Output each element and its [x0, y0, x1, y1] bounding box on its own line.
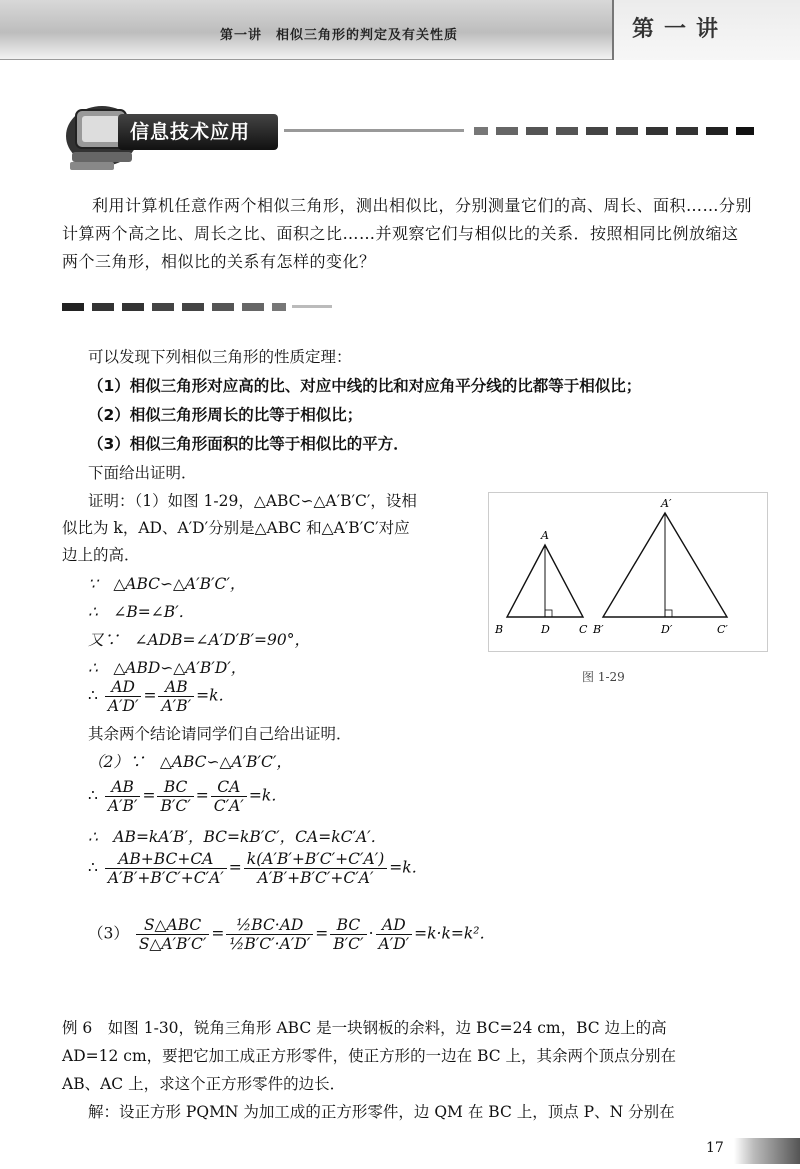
proof-2-line-1: （2）∵ △ABC∽△A′B′C′，	[88, 753, 292, 771]
label-b: B	[495, 623, 504, 636]
proof-intro: 下面给出证明．	[88, 464, 197, 482]
proof-step-3: 又∵ ∠ADB=∠A′D′B′=90°，	[88, 631, 311, 649]
proof-step-2: ∴ ∠B=∠B′．	[88, 603, 195, 621]
label-a-prime: A′	[661, 497, 672, 510]
label-c: C	[579, 623, 588, 636]
proof-line-3: 边上的高．	[62, 546, 140, 564]
example-line-3: AB、AC 上，求这个正方形零件的边长．	[62, 1075, 346, 1093]
fraction: $\frac{\text{S△ABC}}{S\triangle A'B'C'}$	[136, 916, 210, 953]
theorem-item-1: （1）相似三角形对应高的比、对应中线的比和对应角平分线的比都等于相似比；	[88, 377, 642, 395]
header-title: 第一讲 相似三角形的判定及有关性质	[220, 28, 459, 43]
example-line-2: AD=12 cm，要把它加工成正方形零件，使正方形的一边在 BC 上，其余两个顶点分别在	[62, 1047, 677, 1065]
proof-step-4: ∴ △ABD∽△A′B′D′，	[88, 659, 247, 677]
proof-step-5: ∴ $\frac{AD}{A'D'}$ = $\frac{AB}{A'B'}$ =k．	[88, 678, 234, 715]
similar-triangles-diagram	[489, 493, 769, 653]
theorem-lead: 可以发现下列相似三角形的性质定理：	[88, 348, 352, 366]
proof-step-1: ∵ △ABC∽△A′B′C′，	[88, 575, 246, 593]
section-title: 信息技术应用	[118, 114, 278, 150]
label-c-prime: C′	[717, 623, 728, 636]
section-divider	[62, 300, 332, 314]
page-corner-bar	[734, 1138, 800, 1164]
fraction: $\frac{AD}{A'D'}$	[105, 678, 142, 715]
fraction: $\frac{AD}{A'D'}$	[376, 916, 413, 953]
proof-2-line-3: ∴ AB=kA′B′，BC=kB′C′，CA=kC′A′．	[88, 828, 387, 846]
fraction: $\frac{\text{½BC·AD}}{\text{½B′C′·A′D′}}$	[226, 916, 313, 953]
label-a: A	[541, 529, 549, 542]
theorem-item-2: （2）相似三角形周长的比等于相似比；	[88, 406, 363, 424]
label-d-prime: D′	[661, 623, 673, 636]
example-line-1: 例 6 如图 1-30，锐角三角形 ABC 是一块钢板的余料，边 BC=24 cm，BC 边上的高	[62, 1019, 667, 1037]
page-number: 17	[706, 1140, 724, 1156]
label-d: D	[541, 623, 550, 636]
page-header	[0, 0, 800, 60]
figure-caption: 图 1-29	[582, 670, 625, 684]
proof-2-line-4: ∴ $\frac{AB+BC+CA}{A'B'+B'C'+C'A'}$ = $\frac{k(A'B'+B'C'+C'A')}{A'B'+B'C'+C'A'}$ =k．	[88, 850, 428, 887]
proof-line-2: 似比为 k，AD、A′D′分别是△ABC 和△A′B′C′对应	[62, 519, 410, 537]
fraction: $\frac{BC}{B'C'}$	[157, 778, 193, 815]
label-b-prime: B′	[593, 623, 604, 636]
fraction: $\frac{CA}{C'A'}$	[211, 778, 247, 815]
intro-paragraph: 利用计算机任意作两个相似三角形，测出相似比，分别测量它们的高、周长、面积……分别计算两个高之比、周长之比、面积之比……并观察它们与相似比的关系．按照相同比例放缩这两个三角形，相似比的关系有怎样的变化？	[62, 196, 753, 271]
header-chapter: 第一讲	[632, 16, 729, 42]
proof-line-1: 证明：（1）如图 1-29，△ABC∽△A′B′C′，设相	[88, 492, 417, 510]
fraction: $\frac{AB}{A'B'}$	[158, 678, 194, 715]
proof-3-line: （3） $\frac{\text{S△ABC}}{S\triangle A'B'C'}$ = $\frac{\text{½BC·AD}}{\text{½B′C′·A′D′}}$ = $\frac{BC}{B'C'}$ · $\frac{AD}{A'D'}$ =k·k=k²．	[88, 916, 495, 953]
fraction: $\frac{AB+BC+CA}{A'B'+B'C'+C'A'}$	[105, 850, 227, 887]
example-line-4: 解：设正方形 PQMN 为加工成的正方形零件，边 QM 在 BC 上，顶点 P、N 分别在	[88, 1103, 675, 1121]
fraction: $\frac{BC}{B'C'}$	[330, 916, 366, 953]
figure-1-29	[488, 492, 768, 652]
fraction: $\frac{AB}{A'B'}$	[105, 778, 141, 815]
proof-2-line-2: ∴ $\frac{AB}{A'B'}$ = $\frac{BC}{B'C'}$ = $\frac{CA}{C'A'}$ =k．	[88, 778, 287, 815]
fraction: $\frac{k(A'B'+B'C'+C'A')}{A'B'+B'C'+C'A'}$	[244, 850, 387, 887]
theorem-item-3: （3）相似三角形面积的比等于相似比的平方．	[88, 435, 409, 453]
proof-rest: 其余两个结论请同学们自己给出证明．	[88, 725, 352, 743]
section-rule	[284, 124, 754, 138]
